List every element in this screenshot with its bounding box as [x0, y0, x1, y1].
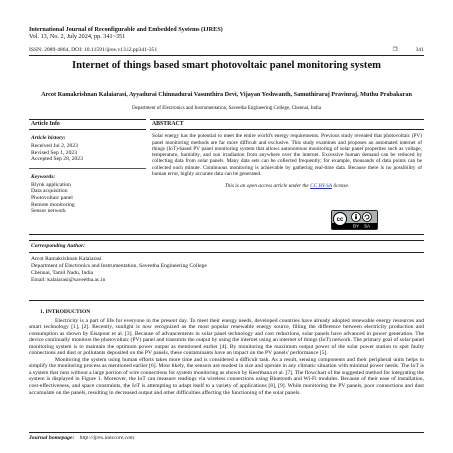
keyword-item: Blynk application: [31, 181, 71, 188]
license-suffix: license.: [333, 183, 350, 190]
article-info-box: [29, 119, 146, 215]
page-info-right: [393, 47, 424, 53]
author-dept: Department of Electronics and Instrumentation, Saveetha Engineering College: [31, 263, 207, 269]
corresponding-header: Corresponding Author:: [29, 240, 424, 253]
section-divider: [29, 234, 424, 235]
journal-issn: ISSN: 2089-4864, DOI: 10.11591/ijres.v13.i2.pp341-351: [29, 47, 158, 53]
journal-volume: Vol. 13, No. 2, July 2024, pp. 341~351: [29, 33, 126, 41]
author-email: Email: kalaiarasi@saveetha.ac.in: [31, 277, 106, 283]
corresponding-author: [29, 240, 424, 284]
article-info-header: Article Info: [29, 119, 146, 130]
cc-by-label: BY: [352, 223, 360, 229]
journal-header: [29, 26, 223, 41]
introduction-heading: 1. INTRODUCTION: [40, 309, 91, 315]
license-line: [150, 183, 424, 189]
cc-by-sa-icon: [332, 211, 377, 229]
keyword-item: Sensor network: [31, 208, 66, 215]
author-city: Chennai, Tamil Nadu, India: [31, 270, 94, 276]
keyword-item: Remote monitoring: [31, 201, 75, 208]
keywords-label: Keywords:: [31, 173, 56, 180]
introduction-para-2: Monitoring the system using human efforts takes more time and is considered a difficult task. As a result, sensing components and their peripheral units helps to simplify the monitoring process as mentioned earlier [6]. Most likely, the sensors are modest in size and operate in any climatic situation with minimal power needs. The IoT is a system that runs without a large portion of wire connections for system monitoring as shown by Keerthana et al. [7]. The flowchart of the suggested method for integrating the system is displayed in Figure 1. Moreover, the IoT can measure readings via wireless connections using Bluetooth and Wi-Fi modules. Because of their ease of installation, cost-effectiveness, and space constraints, the IoT is attempting to adapt itself to a variety of applications [8], [9]. While monitoring the PV panels, poor connections and dust accumulate on the panels, resulting in decreased output and other difficulties affecting the functioning of the solar panels.: [29, 356, 424, 396]
cc-label: cc: [336, 217, 344, 224]
abstract-text: Solar energy has the potential to meet the entire world's energy requirements. Previous study revealed that photovoltaic (PV) panel monitoring methods are far more difficult and exclusive. This study examines and proposes an automated internet of things (IoT)-based PV panel monitoring system that allows autonomous monitoring of solar panel properties such as voltage, temperature, humidity, and sun irradiation from anywhere over the internet. Excessive human demand can be reduced by collecting data from solar panels. Many data sets can be collected frequently; for example, thousands of data points can be collected each minute. Continuous monitoring is achievable by gathering real-time data. Because there is no possibility of human error, highly accurate data can be generated.: [152, 133, 422, 178]
license-text: This is an open access article under the: [224, 183, 309, 190]
journal-name: International Journal of Reconfigurable and Embedded Systems (IJRES): [29, 26, 223, 33]
revised-date: Revised Sep 1, 2023: [31, 149, 77, 156]
introduction-section: [29, 309, 424, 396]
author-name: Arcot Ramakrishnan Kalaiarasi: [31, 256, 102, 262]
cc-license-badge[interactable]: [331, 210, 378, 230]
paper-authors: Arcot Ramakrishnan Kalaiarasi, Ayyadurai Chinnadurai Vasunthira Devi, Vijayan Yeshwanth, Samuthiraraj Pravinraj, Muthu Prabakaran: [41, 91, 412, 98]
license-link[interactable]: CC BY-SA: [310, 183, 332, 190]
keyword-item: Data acquisition: [31, 188, 68, 195]
accepted-date: Accepted Sep 28, 2023: [31, 156, 83, 163]
corresponding-details: [29, 253, 424, 284]
keyword-item: Photovoltaic panel: [31, 194, 73, 201]
homepage-url[interactable]: http://ijres.iaescore.com: [79, 435, 134, 441]
introduction-para-1: Electricity is a part of life for everyone in the present day. To meet their energy needs, developed countries have already adopted renewable energy resources and smart technology [1], [2]. Recently, sunlight is now recognized as the most popular renewable energy source, filling the difference between electricity production and consumption as shown by Eisapour et al. [3]. Because of advancements in solar panel technology and cost reductions, solar panels have advanced in power generation. The device continually monitors the photovoltaic (PV) panel and transmits the output by using the internet using an internet of things (IoT) network. The primary goal of solar panel monitoring system is to maintain the optimum power output as mentioned earlier [4]. By monitoring the maximum output power of the solar power station to spot faulty connections and dust or pollutants deposited on the PV panels, these contaminants have an impact on the PV panels' performance [5].: [29, 317, 424, 357]
info-divider: [29, 168, 146, 169]
header-divider: [29, 55, 424, 56]
page-number: 341: [415, 47, 424, 53]
page-footer: [29, 432, 424, 441]
paper-title: Internet of things based smart photovoltaic panel monitoring system: [72, 60, 381, 71]
abstract-header: ABSTRACT: [150, 119, 424, 130]
abstract-box: [150, 119, 424, 190]
square-icon: ❐: [392, 47, 398, 53]
paper-affiliation: Department of Electronics and Instrumentation, Saveetha Engineering College, Chennai, India: [131, 106, 322, 111]
page-info-row: [29, 47, 424, 53]
received-date: Received Jul 2, 2023: [31, 143, 78, 149]
corr-bottom-divider: [29, 300, 424, 301]
cc-sa-label: SA: [363, 223, 371, 229]
homepage-label: Journal homepage:: [29, 435, 75, 441]
article-history-label: Article history:: [31, 135, 66, 141]
